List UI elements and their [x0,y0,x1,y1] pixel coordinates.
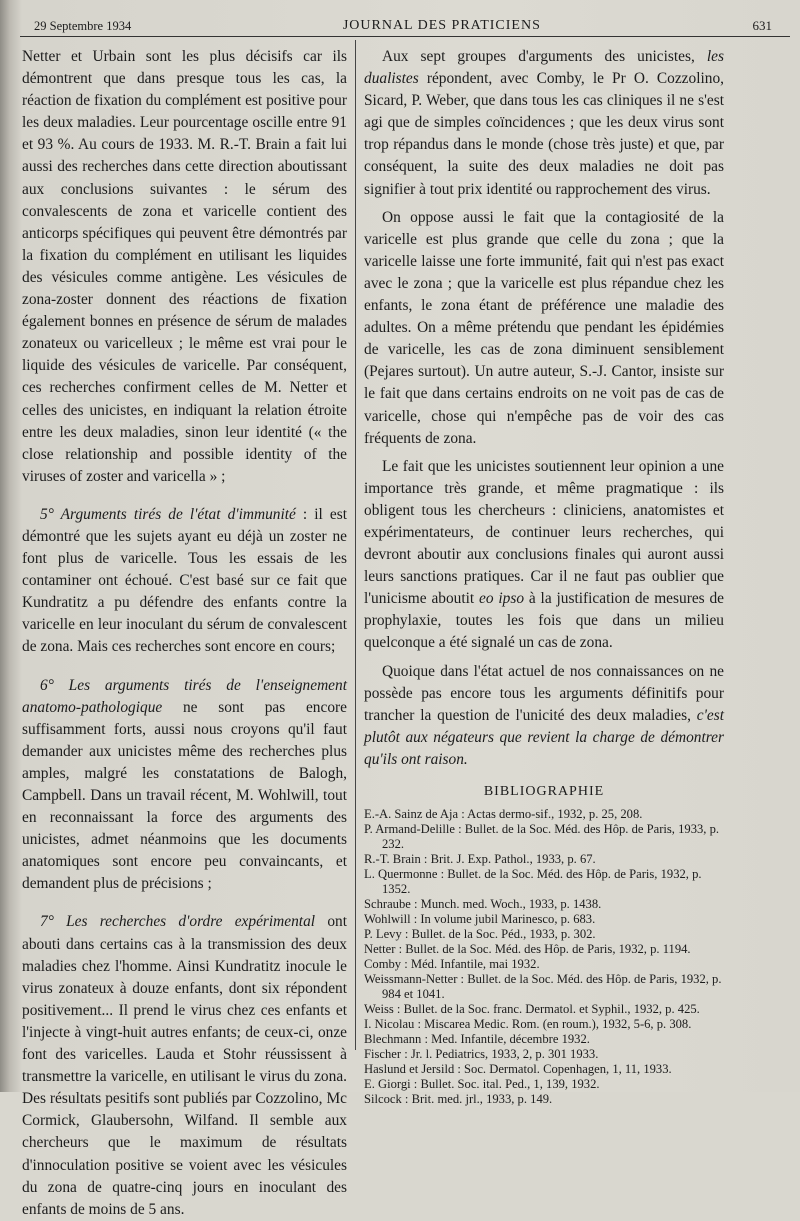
heading-immunity: 5° Arguments tirés de l'état d'immunité [40,505,296,523]
bibliography-entry: R.-T. Brain : Brit. J. Exp. Pathol., 1933, p. 67. [364,852,596,867]
paragraph-contagiosite: On oppose aussi le fait que la contagiosité de la varicelle est plus grande que celle du zona ; que la varicelle laisse une forte immunité, fait qui n'est pas exact avec le zona ; que la varicelle est plus répandue chez les enfants, le zona étant de préférence une maladie des adultes. On a même prétendu que pendant les épidémies de varicelle, les cas de zona diminuent sensiblement (Pejares surtout). Un autre auteur, S.-J. Cantor, insiste sur le fait que dans certains endroits on ne voit pas de cas de varicelle, chose qui n'empêche pas de voir des cas fréquents de zona. [364,208,724,447]
bibliography-entry: Wohlwill : In volume jubil Marinesco, p. 683. [364,912,596,927]
heading-anatomo: 6° Les arguments tirés de l'enseignement anatomo-pathologique [22,676,347,716]
text-run: à la justification de mesures de prophylaxie, toutes les fois que dans un milieu quelconque a été signalé un cas de zona. [364,590,725,652]
bibliography-entry: Weissmann-Netter : Bullet. de la Soc. Méd. des Hôp. de Paris, 1932, p. 984 et 1041. [364,972,722,1002]
paragraph-dualistes [364,46,724,201]
page-number: 631 [752,18,772,33]
right-column [364,46,725,1107]
bibliography-entry: Weiss : Bullet. de la Soc. franc. Dermatol. et Syphil., 1932, p. 425. [364,1002,700,1017]
text-run: Le fait que les unicistes soutiennent leur opinion a une importance très grande, et même pragmatique : ils obligent tous les chercheurs : cliniciens, anatomistes et expérimentateurs, de continuer leurs recherches, qui devront aboutir aux conclusions finales qui auront aussi leurs sanctions pratiques. Car il ne faut pas oublier que l'unicisme aboutit [364,457,724,608]
bibliography-entry: Silcock : Brit. med. jrl., 1933, p. 149. [364,1092,553,1107]
bibliography-entry: P. Armand-Delille : Bullet. de la Soc. Méd. des Hôp. de Paris, 1933, p. 232. [364,822,720,852]
bibliography-entry: P. Levy : Bullet. de la Soc. Péd., 1933, p. 302. [364,927,596,942]
journal-title: JOURNAL DES PRATICIENS [342,18,541,33]
bibliography-entry: Comby : Méd. Infantile, mai 1932. [364,957,540,972]
bibliography-entry: Netter : Bullet. de la Soc. Méd. des Hôp. de Paris, 1932, p. 1194. [364,942,691,957]
bibliography-heading: BIBLIOGRAPHIE [483,784,605,799]
bibliography-entry: E. Giorgi : Bullet. Soc. ital. Ped., 1, 139, 1932. [364,1077,600,1092]
bibliography-entry: I. Nicolau : Miscarea Medic. Rom. (en roum.), 1932, 5-6, p. 308. [364,1017,692,1032]
bibliography-entry: Haslund et Jersild : Soc. Dermatol. Copenhagen, 1, 11, 1933. [364,1062,672,1077]
bibliography-entry: Fischer : Jr. l. Pediatrics, 1933, 2, p. 301 1933. [364,1047,599,1062]
issue-date: 29 Septembre 1934 [34,19,132,33]
body-experimental: ont abouti dans certains cas à la transmission des deux maladies chez l'homme. Ainsi Kundratitz inocule le virus zonateux à douze enfants, dont six répondent positivement... Il prend le virus chez ces enfants et l'injecte à vingt-huit autres enfants; de ceux-ci, onze font des varicelles. Lauda et Stohr réussissent à transmettre la varicelle, en utilisant le virus du zona. Des résultats pesitifs sont publiés par Cozzolino, Mc Cormick, Glaubersohn, Wilfand. Il semble aux chercheurs que le maximum de résultats d'innoculation positive se voient avec les vésicules du zona de quatre-cinq jours en inoculant des enfants de moins de 5 ans. [22,913,347,1218]
paragraph-experimental [22,911,347,1220]
bibliography-entry: E.-A. Sainz de Aja : Actas dermo-sif., 1932, p. 25, 208. [364,807,643,822]
page-header [34,12,772,34]
text-run: Aux sept groupes d'arguments des unicistes, [382,48,707,65]
header-rule [20,36,790,37]
bibliography-entry: Blechmann : Med. Infantile, décembre 1932. [364,1032,590,1047]
body-anatomo: ne sont pas encore suffisamment forts, aussi nous croyons qu'il faut demander aux unicistes même des recherches plus amples, malgré les constatations de Balogh, Campbell. Dans un travail récent, M. Wohlwill, tout en reconnaissant la force des arguments des unicistes, admet néanmoins que les documents anatomiques sont encore peu convaincants, et demandent plus de précisions ; [22,698,347,893]
paragraph-conclusion [364,661,724,771]
paragraph-unicistes [364,456,724,655]
bibliography-entry: L. Quermonne : Bullet. de la Soc. Méd. des Hôp. de Paris, 1932, p. 1352. [364,867,702,897]
emphasis-conclusion: c'est plutôt aux négateurs que revient la charge de démontrer qu'ils ont raison. [364,706,724,768]
column-divider [355,40,356,1050]
emphasis-eo-ipso: eo ipso [479,590,525,608]
bibliography-list [364,807,724,1107]
heading-experimental: 7° Les recherches d'ordre expérimental [40,913,316,931]
text-run: Quoique dans l'état actuel de nos connaissances on ne possède pas encore tous les arguments définitifs pour trancher la question de l'unicité des deux maladies, [364,662,724,724]
paragraph-anatomo [22,675,347,896]
bibliography-entry: Schraube : Munch. med. Woch., 1933, p. 1438. [364,897,602,912]
body-immunity: : il est démontré que les sujets ayant eu déjà un zoster ne font plus de varicelle. Tous les essais de les contaminer ont échoué. C'est basé sur ce fait que Kundratitz a pu défendre des enfants contre la varicelle en leur inoculant du sérum de convalescent de zona. Mais ces recherches sont encore en cours; [22,505,348,656]
paragraph-immunity [22,504,347,659]
paragraph-netter: Netter et Urbain sont les plus décisifs car ils démontrent que dans presque tous les cas, la réaction de fixation du complément est positive pour les deux maladies. Leur pourcentage oscille entre 91 et 93 %. Au cours de 1933. M. R.-T. Brain a fait lui aussi des recherches dans cette direction aboutissant aux conclusions suivantes : le sérum des convalescents de zona et varicelle contient des anticorps spécifiques qui peuvent être démontrés par la fixation du complément en utilisant les liquides des vésicules comme antigène. Les vésicules de zona-zoster donnent des réactions de fixation également bonnes en présence de sérum de malades zonateux ou varicelleux ; le même est vrai pour le liquide des vésicules de varicelle. Par conséquent, ces recherches confirment celles de M. Netter et celles des unicistes, en indiquant la relation étroite entre les deux maladies, sinon leur identité (« the close relationship and possible identity of the viruses of zoster and varicella » ; [22,48,347,485]
left-column [22,46,348,1218]
emphasis-dualistes: les dualistes [364,48,724,88]
text-run: répondent, avec Comby, le Pr O. Cozzolino, Sicard, P. Weber, que dans tous les cas cliniques il ne s'est agi que de simples coïncidences ; que les deux virus sont trop répandus dans le monde (chose très juste) et que, par conséquent, la suite des deux maladies ne doit pas signifier à tout prix identité ou rapprochement des virus. [364,70,724,198]
